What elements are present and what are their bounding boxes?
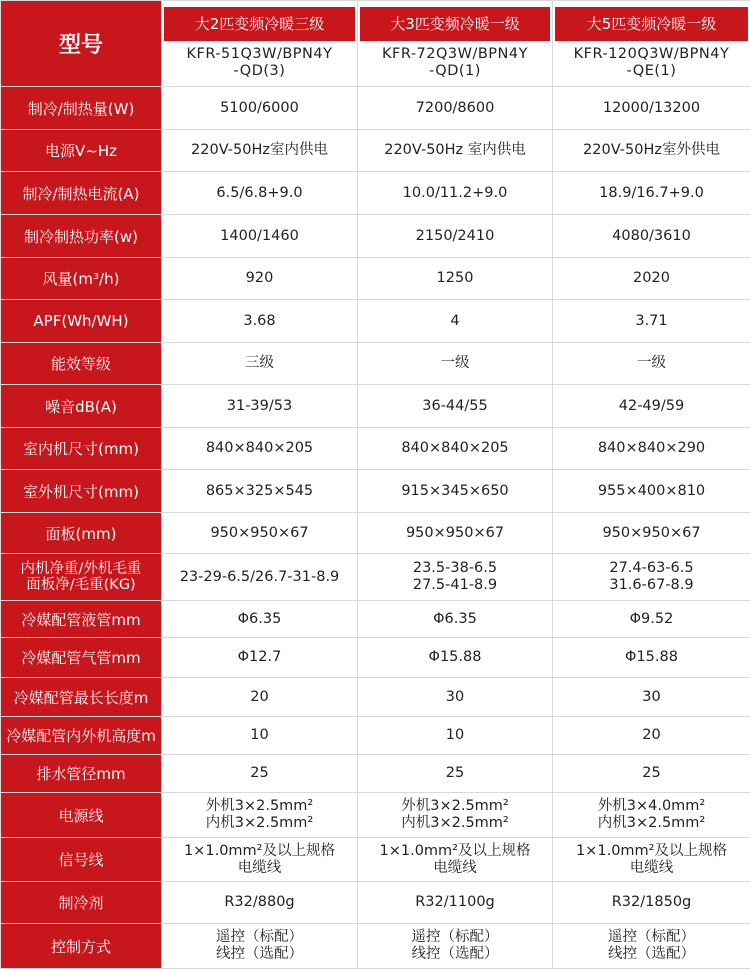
spec-label (1, 470, 162, 513)
spec-value-line: 电缆线 (162, 860, 357, 877)
model-code (553, 46, 750, 80)
spec-value-line: 线控（选配） (162, 946, 357, 963)
spec-value-line: 30 (358, 689, 552, 706)
spec-label (1, 258, 162, 300)
spec-value (358, 755, 553, 793)
model-code-line: KFR-72Q3W/BPN4Y (358, 46, 552, 63)
spec-value-line: 内机3×2.5mm² (162, 815, 357, 832)
spec-value (162, 554, 358, 601)
spec-value-line: Φ9.52 (553, 611, 750, 628)
spec-value-line: 36-44/55 (358, 398, 552, 415)
spec-row (1, 258, 750, 300)
spec-value-line: 一级 (553, 355, 750, 372)
spec-row (1, 470, 750, 513)
spec-value-line: 950×950×67 (162, 525, 357, 542)
spec-label (1, 300, 162, 343)
model-name: 大2匹变频冷暖三级 (164, 7, 355, 41)
spec-value-line: 1400/1460 (162, 228, 357, 245)
spec-value-line: 1×1.0mm²及以上规格 (553, 843, 750, 860)
spec-value-line: 1×1.0mm²及以上规格 (358, 843, 552, 860)
spec-value (358, 172, 553, 215)
spec-label (1, 428, 162, 470)
spec-label-line: 噪音dB(A) (1, 396, 161, 417)
spec-value-line: 一级 (358, 355, 552, 372)
spec-label-line: 室外机尺寸(mm) (1, 481, 161, 502)
spec-value (553, 470, 750, 513)
spec-value (162, 513, 358, 554)
spec-value (358, 258, 553, 300)
spec-row (1, 717, 750, 755)
spec-value (358, 87, 553, 130)
spec-value (553, 428, 750, 470)
spec-value-line: 内机3×2.5mm² (553, 815, 750, 832)
model-code-line: -QE(1) (553, 63, 750, 80)
header-row (1, 1, 750, 87)
model-name: 大5匹变频冷暖一级 (555, 7, 748, 41)
spec-value (358, 428, 553, 470)
spec-value-line: 外机3×4.0mm² (553, 798, 750, 815)
spec-value (162, 343, 358, 385)
spec-value (358, 554, 553, 601)
spec-row (1, 513, 750, 554)
spec-row (1, 838, 750, 882)
spec-row (1, 882, 750, 924)
spec-label (1, 638, 162, 678)
spec-label-line: 制冷制热功率(w) (1, 226, 161, 247)
spec-value-line: 线控（选配） (358, 946, 552, 963)
spec-value-line: 7200/8600 (358, 100, 552, 117)
spec-value (358, 717, 553, 755)
spec-value (553, 513, 750, 554)
spec-value (553, 678, 750, 717)
spec-value-line: 4080/3610 (553, 228, 750, 245)
spec-value-line: R32/1850g (553, 894, 750, 911)
spec-value (358, 385, 553, 428)
spec-value-line: 10 (358, 727, 552, 744)
spec-value-line: 1250 (358, 270, 552, 287)
spec-label-line: 冷媒配管内外机高度m (1, 725, 161, 746)
spec-value (162, 755, 358, 793)
spec-label (1, 678, 162, 717)
spec-value-line: R32/1100g (358, 894, 552, 911)
spec-label-line: 风量(m³/h) (1, 268, 161, 289)
spec-value-line: 25 (162, 765, 357, 782)
spec-value-line: 遥控（标配） (162, 929, 357, 946)
spec-value-line: 三级 (162, 355, 357, 372)
model-column-3 (553, 1, 750, 87)
spec-row (1, 300, 750, 343)
spec-value (553, 601, 750, 638)
spec-value (553, 258, 750, 300)
spec-value-line: 遥控（标配） (553, 929, 750, 946)
spec-label (1, 385, 162, 428)
spec-value (553, 793, 750, 838)
spec-value (358, 300, 553, 343)
spec-value-line: 840×840×205 (162, 440, 357, 457)
spec-label-line: 面板(mm) (1, 523, 161, 544)
spec-value (358, 130, 553, 172)
spec-label (1, 130, 162, 172)
spec-row (1, 172, 750, 215)
spec-label-line: 冷媒配管气管mm (1, 647, 161, 668)
spec-value-line: 920 (162, 270, 357, 287)
spec-value (358, 601, 553, 638)
spec-value (553, 717, 750, 755)
spec-value (553, 87, 750, 130)
spec-value-line: 20 (553, 727, 750, 744)
spec-value (162, 215, 358, 258)
spec-row (1, 793, 750, 838)
spec-label-line: 制冷/制热量(W) (1, 98, 161, 119)
spec-label (1, 838, 162, 882)
spec-value-line: 10.0/11.2+9.0 (358, 185, 552, 202)
spec-value-line: 30 (553, 689, 750, 706)
spec-label-line: 排水管径mm (1, 763, 161, 784)
spec-label (1, 513, 162, 554)
spec-value (162, 172, 358, 215)
model-code-line: KFR-120Q3W/BPN4Y (553, 46, 750, 63)
spec-value (553, 385, 750, 428)
spec-row (1, 554, 750, 601)
model-column-2 (358, 1, 553, 87)
spec-value-line: 31-39/53 (162, 398, 357, 415)
spec-value (358, 678, 553, 717)
spec-value (358, 470, 553, 513)
spec-value (162, 470, 358, 513)
spec-value-line: 865×325×545 (162, 483, 357, 500)
spec-value (553, 882, 750, 924)
spec-value (358, 215, 553, 258)
spec-value-line: 5100/6000 (162, 100, 357, 117)
spec-label (1, 87, 162, 130)
spec-value (553, 554, 750, 601)
spec-value-line: 950×950×67 (553, 525, 750, 542)
spec-value-line: 电缆线 (553, 860, 750, 877)
spec-row (1, 601, 750, 638)
spec-value-line: 4 (358, 313, 552, 330)
spec-value (162, 793, 358, 838)
model-column-1 (162, 1, 358, 87)
spec-row (1, 428, 750, 470)
spec-value-line: 915×345×650 (358, 483, 552, 500)
spec-value-line: 220V-50Hz室外供电 (553, 142, 750, 159)
spec-value (162, 638, 358, 678)
spec-value (162, 87, 358, 130)
spec-label (1, 755, 162, 793)
spec-value-line: 18.9/16.7+9.0 (553, 185, 750, 202)
spec-value (358, 343, 553, 385)
spec-label (1, 554, 162, 601)
spec-label-line: APF(Wh/WH) (1, 312, 161, 330)
spec-value (553, 755, 750, 793)
spec-value-line: 27.5-41-8.9 (358, 577, 552, 594)
spec-value-line: 1×1.0mm²及以上规格 (162, 843, 357, 860)
spec-value-line: 10 (162, 727, 357, 744)
spec-label (1, 924, 162, 969)
spec-row (1, 755, 750, 793)
spec-value-line: 25 (358, 765, 552, 782)
spec-value (553, 172, 750, 215)
spec-row (1, 385, 750, 428)
spec-value-line: Φ6.35 (358, 611, 552, 628)
spec-label-line: 控制方式 (1, 936, 161, 957)
spec-value-line: 950×950×67 (358, 525, 552, 542)
spec-value (358, 924, 553, 969)
spec-value (553, 215, 750, 258)
spec-row (1, 87, 750, 130)
spec-value-line: 31.6-67-8.9 (553, 577, 750, 594)
spec-label-line: 制冷剂 (1, 892, 161, 913)
spec-label (1, 882, 162, 924)
spec-value-line: 27.4-63-6.5 (553, 560, 750, 577)
spec-row (1, 343, 750, 385)
spec-value-line: 2150/2410 (358, 228, 552, 245)
spec-value-line: Φ15.88 (553, 649, 750, 666)
spec-value-line: 外机3×2.5mm² (358, 798, 552, 815)
spec-value-line: 内机3×2.5mm² (358, 815, 552, 832)
model-code-line: -QD(1) (358, 63, 552, 80)
spec-label-line: 冷媒配管最长长度m (1, 687, 161, 708)
spec-value-line: 20 (162, 689, 357, 706)
spec-label-line: 冷媒配管液管mm (1, 609, 161, 630)
model-code (358, 46, 552, 80)
spec-label (1, 793, 162, 838)
spec-row (1, 638, 750, 678)
spec-value (162, 717, 358, 755)
spec-value (162, 428, 358, 470)
model-code-line: KFR-51Q3W/BPN4Y (162, 46, 357, 63)
spec-value-line: R32/880g (162, 894, 357, 911)
spec-value (553, 343, 750, 385)
spec-value-line: 3.68 (162, 313, 357, 330)
spec-row (1, 924, 750, 969)
model-code-line: -QD(3) (162, 63, 357, 80)
spec-value-line: 840×840×290 (553, 440, 750, 457)
spec-label-line: 电源线 (1, 805, 161, 826)
spec-value (162, 838, 358, 882)
spec-value-line: Φ12.7 (162, 649, 357, 666)
spec-value (358, 838, 553, 882)
spec-value-line: 线控（选配） (553, 946, 750, 963)
spec-label (1, 343, 162, 385)
spec-value (553, 924, 750, 969)
spec-value (553, 638, 750, 678)
spec-value (162, 385, 358, 428)
spec-value-line: 42-49/59 (553, 398, 750, 415)
spec-row (1, 130, 750, 172)
spec-value (358, 513, 553, 554)
spec-value-line: 遥控（标配） (358, 929, 552, 946)
spec-value (162, 258, 358, 300)
spec-value-line: Φ6.35 (162, 611, 357, 628)
spec-value-line: 25 (553, 765, 750, 782)
spec-label (1, 717, 162, 755)
spec-row (1, 678, 750, 717)
spec-label-line: 能效等级 (1, 353, 161, 374)
spec-value-line: 2020 (553, 270, 750, 287)
spec-value (162, 130, 358, 172)
spec-label-line: 电源V~Hz (1, 140, 161, 161)
spec-value (553, 300, 750, 343)
spec-value (162, 678, 358, 717)
spec-value-line: 6.5/6.8+9.0 (162, 185, 357, 202)
spec-value-line: 12000/13200 (553, 100, 750, 117)
spec-value-line: 外机3×2.5mm² (162, 798, 357, 815)
spec-label (1, 215, 162, 258)
spec-label (1, 172, 162, 215)
spec-label-line: 内机净重/外机毛重 (1, 561, 161, 577)
spec-label-line: 信号线 (1, 849, 161, 870)
spec-value-line: 23-29-6.5/26.7-31-8.9 (162, 569, 357, 586)
spec-value (162, 924, 358, 969)
spec-value-line: 955×400×810 (553, 483, 750, 500)
model-header-label: 型号 (1, 1, 162, 87)
spec-label-line: 面板净/毛重(KG) (1, 577, 161, 593)
spec-value (358, 638, 553, 678)
model-code (162, 46, 357, 80)
spec-value (358, 793, 553, 838)
spec-value-line: 23.5-38-6.5 (358, 560, 552, 577)
spec-value (358, 882, 553, 924)
spec-value-line: Φ15.88 (358, 649, 552, 666)
spec-value (162, 601, 358, 638)
spec-value-line: 3.71 (553, 313, 750, 330)
spec-value (162, 882, 358, 924)
spec-value (553, 130, 750, 172)
spec-value-line: 220V-50Hz 室内供电 (358, 142, 552, 159)
spec-label-line: 室内机尺寸(mm) (1, 438, 161, 459)
spec-row (1, 215, 750, 258)
spec-value (162, 300, 358, 343)
spec-value-line: 840×840×205 (358, 440, 552, 457)
spec-value (553, 838, 750, 882)
spec-label-line: 制冷/制热电流(A) (1, 183, 161, 204)
spec-value-line: 220V-50Hz室内供电 (162, 142, 357, 159)
spec-label (1, 601, 162, 638)
model-name: 大3匹变频冷暖一级 (360, 7, 550, 41)
spec-value-line: 电缆线 (358, 860, 552, 877)
